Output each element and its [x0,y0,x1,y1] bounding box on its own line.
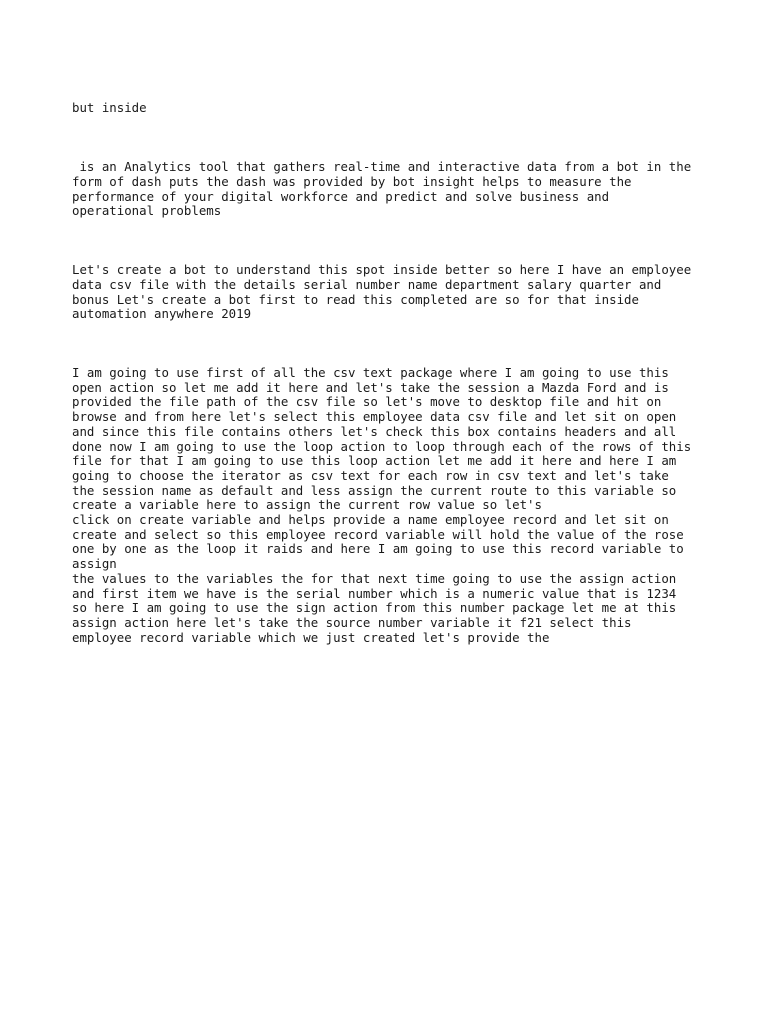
document-body [72,72,752,675]
paragraph-4: I am going to use first of all the csv text package where I am going to use this open action so let me add it here and let's take the session a Mazda Ford and is provided the file path of the csv file so let's move to desktop file and hit on browse and from here let's select this employee data csv file and let sit on open and since this file contains others let's check this box contains headers and all done now I am going to use the loop action to loop through each of the rows of this file for that I am going to use this loop action let me add it here and here I am going to choose the iterator as csv text for each row in csv text and let's take the session name as default and less assign the current route to this variable so create a variable here to assign the current row value so let's click on create variable and helps provide a name employee record and let sit on create and select so this employee record variable will hold the value of the rose one by one as the loop it raids and here I am going to use this record variable to assign the values to the variables the for that next time going to use the assign action and first item we have is the serial number which is a numeric value that is 1234 so here I am going to use the sign action from this number package let me at this assign action here let's take the source number variable it f21 select this employee record variable which we just created let's provide the [72,365,692,645]
paragraph-3: Let's create a bot to understand this spot inside better so here I have an employee data csv file with the details serial number name department salary quarter and bonus Let's create a bot first to read this completed are so for that inside automation anywhere 2019 [72,262,692,322]
paragraph-2: is an Analytics tool that gathers real-time and interactive data from a bot in the form of dash puts the dash was provided by bot insight helps to measure the performance of your digital workforce and predict and solve business and operational problems [72,159,692,219]
paragraph-1: but inside [72,100,147,116]
